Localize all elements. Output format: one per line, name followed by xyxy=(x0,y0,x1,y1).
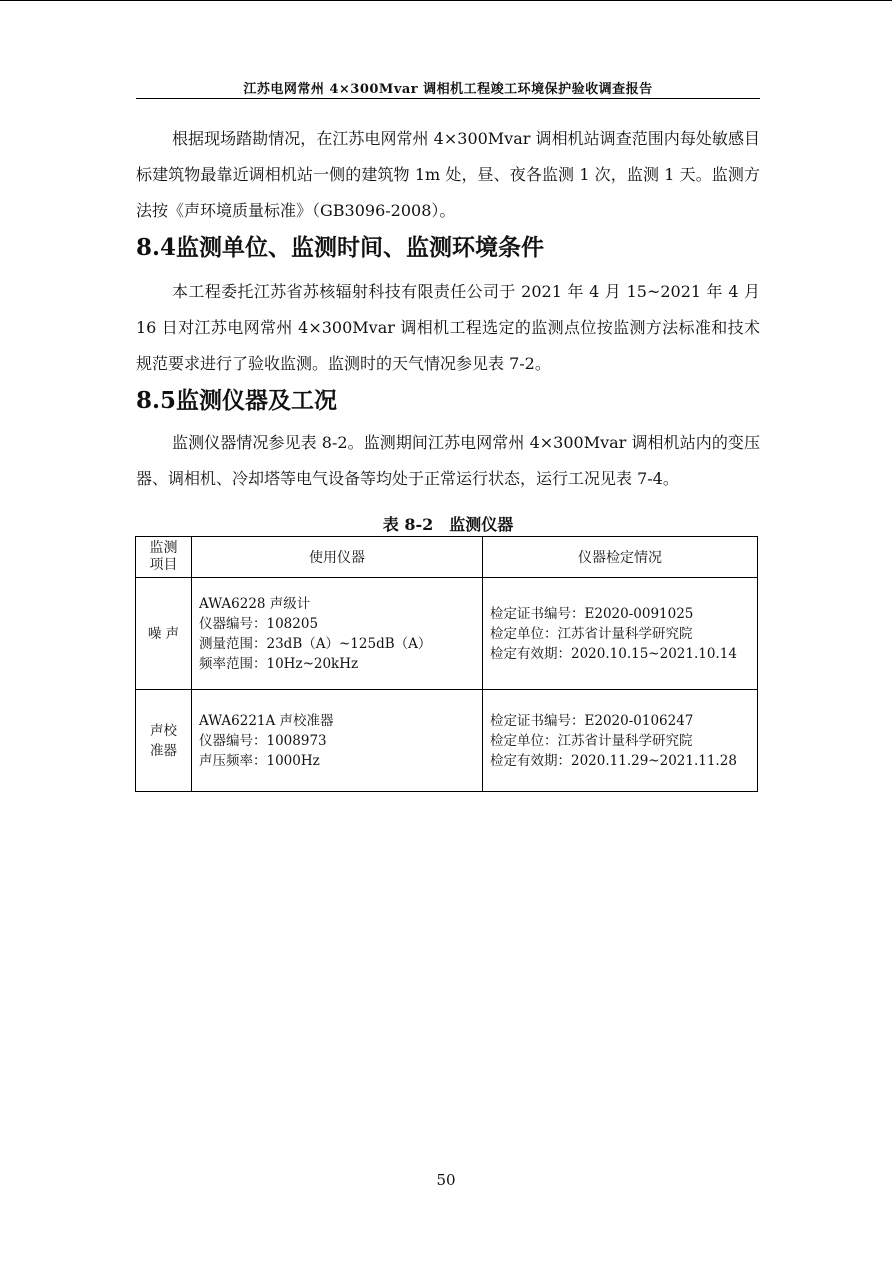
calibration-line: 检定单位：江苏省计量科学研究院 xyxy=(490,625,693,642)
calibration-line: 检定有效期：2020.10.15~2021.10.14 xyxy=(490,645,737,662)
item-line: 声校 xyxy=(150,722,177,739)
paragraph-instruments: 监测仪器情况参见表 8-2。监测期间江苏电网常州 4×300Mvar 调相机站内的变压器、调相机、冷却塔等电气设备等均处于正常运行状态，运行工况见表 7-4。 xyxy=(136,433,760,488)
running-header: 江苏电网常州 4×300Mvar 调相机工程竣工环境保护验收调查报告 xyxy=(243,82,653,97)
instrument-cell xyxy=(192,578,483,690)
paragraph-monitoring-method: 根据现场踏勘情况，在江苏电网常州 4×300Mvar 调相机站调查范围内每处敏感目标建筑物最靠近调相机站一侧的建筑物 1m 处，昼、夜各监测 1 次，监测 1 天。监测方法按《声环境质量标准》（GB3096-2008）。 xyxy=(136,129,760,220)
instrument-line: 仪器编号：108205 xyxy=(199,615,319,632)
header-item-line1: 监测 xyxy=(149,540,178,556)
item-cell: 噪 声 xyxy=(136,578,192,690)
instrument-table xyxy=(135,536,758,792)
calibration-cell xyxy=(483,690,758,792)
instrument-line: 仪器编号：1008973 xyxy=(199,732,327,749)
calibration-cell xyxy=(483,578,758,690)
header-item xyxy=(136,537,192,578)
instrument-line: AWA6228 声级计 xyxy=(199,595,311,612)
calibration-line: 检定单位：江苏省计量科学研究院 xyxy=(490,732,693,749)
paragraph-monitoring-unit: 本工程委托江苏省苏核辐射科技有限责任公司于 2021 年 4 月 15~2021 年 4 月 16 日对江苏电网常州 4×300Mvar 调相机工程选定的监测点位按监测方法标准和技术规范要求进行了验收监测。监测时的天气情况参见表 7-2。 xyxy=(136,282,760,373)
header-calibration: 仪器检定情况 xyxy=(483,537,758,578)
instrument-line: 频率范围：10Hz~20kHz xyxy=(199,655,359,672)
instrument-cell xyxy=(192,690,483,792)
table-row xyxy=(136,690,758,792)
section-heading-8-4: 8.4监测单位、监测时间、监测环境条件 xyxy=(136,234,545,261)
calibration-line: 检定证书编号：E2020-0106247 xyxy=(490,712,694,729)
header-rule xyxy=(136,98,760,99)
section-heading-8-5: 8.5监测仪器及工况 xyxy=(136,387,338,414)
table-header-row xyxy=(136,537,758,578)
instrument-line: 声压频率：1000Hz xyxy=(199,752,320,769)
header-item-line2: 项目 xyxy=(149,557,178,573)
calibration-line: 检定有效期：2020.11.29~2021.11.28 xyxy=(490,752,737,769)
page-top-border xyxy=(0,0,892,1)
table-row xyxy=(136,578,758,690)
instrument-line: AWA6221A 声校准器 xyxy=(199,712,334,729)
page-number: 50 xyxy=(436,1171,456,1189)
calibration-line: 检定证书编号：E2020-0091025 xyxy=(490,605,694,622)
item-cell xyxy=(136,690,192,792)
header-instrument: 使用仪器 xyxy=(192,537,483,578)
table-caption: 表 8-2 监测仪器 xyxy=(382,515,514,534)
item-line: 准器 xyxy=(150,742,177,759)
instrument-line: 测量范围：23dB（A）~125dB（A） xyxy=(199,635,432,652)
